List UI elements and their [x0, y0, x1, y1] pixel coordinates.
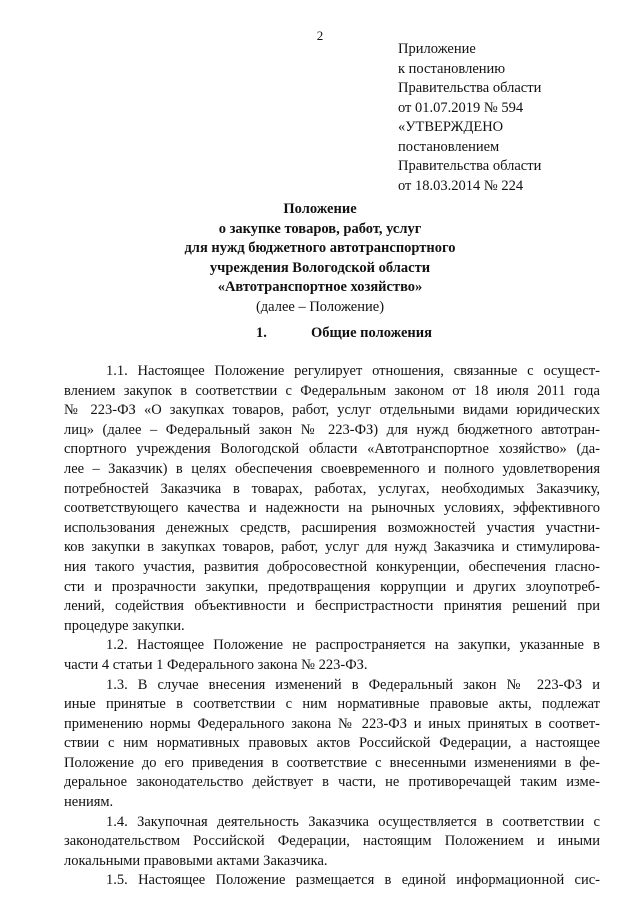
paragraph-line: лиц» (далее – Федеральный закон № 223-ФЗ) для нужд бюджетного автотран-: [64, 421, 600, 438]
paragraph-line: 1.2. Настоящее Положение не распространяется на закупки, указанные в: [106, 637, 600, 654]
paragraph-line: влением закупок в соответствии с Федеральным законом от 18 июля 2011 года: [64, 382, 600, 399]
section-number: 1.: [256, 325, 267, 341]
paragraph-line: части 4 статьи 1 Федерального закона № 223-ФЗ.: [64, 656, 368, 673]
document-title: [0, 200, 640, 317]
annex-line: Правительства области: [398, 158, 542, 174]
title-line: о закупке товаров, работ, услуг: [218, 220, 422, 237]
paragraph-line: 1.3. В случае внесения изменений в Федеральный закон № 223-ФЗ и: [106, 676, 600, 693]
title-line: «Автотранспортное хозяйство»: [217, 279, 423, 295]
paragraph-line: 1.1. Настоящее Положение регулирует отношения, связанные с осущест-: [106, 363, 600, 379]
paragraph-line: лее – Заказчик) в целях обеспечения своевременного и полного удовлетворения: [64, 460, 600, 477]
paragraph-line: лений, содействия объективности и беспристрастности принятия решений при: [64, 598, 600, 615]
annex-line: Правительства области: [398, 80, 542, 96]
paragraph-line: использования денежных средств, расширения возможностей участия участни-: [64, 519, 600, 536]
paragraph-line: нениям.: [64, 794, 114, 811]
paragraph-line: сти и прозрачности закупки, предотвращения коррупции и других злоупотреб-: [64, 578, 600, 595]
title-line: учреждения Вологодской области: [209, 259, 431, 276]
annex-line: от 18.03.2014 № 224: [398, 177, 524, 194]
annex-line: к постановлению: [398, 60, 506, 77]
title-line: для нужд бюджетного автотранспортного: [184, 240, 456, 256]
paragraph-line: 1.4. Закупочная деятельность Заказчика осуществляется в соответствии с: [106, 813, 600, 830]
paragraph-line: законодательством Российской Федерации, настоящим Положением и иными: [64, 833, 600, 850]
paragraph-line: процедуре закупки.: [64, 617, 185, 634]
page-number: 2: [316, 28, 324, 43]
body-text: [64, 362, 600, 891]
paragraph-line: спортного учреждения Вологодской области «Автотранспортное хозяйство» (да-: [64, 441, 600, 458]
annex-line: от 01.07.2019 № 594: [398, 99, 524, 116]
title-subtitle: (далее – Положение): [255, 298, 385, 315]
paragraph-line: 1.5. Настоящее Положение размещается в единой информационной сис-: [106, 872, 600, 889]
annex-line: постановлением: [398, 138, 500, 155]
section-heading: [256, 324, 516, 344]
paragraph-line: локальными правовыми актами Заказчика.: [64, 852, 328, 869]
paragraph-line: деральное законодательство действует в части, не противоречащей таким изме-: [64, 774, 600, 791]
section-title: Общие положения: [311, 325, 432, 341]
annex-line: «УТВЕРЖДЕНО: [398, 119, 504, 135]
annex-block: [398, 40, 634, 196]
paragraph-line: потребностей Заказчика в товарах, работах, услугах, необходимых Заказчику,: [64, 480, 600, 497]
title-line: Положение: [283, 201, 357, 217]
paragraph-line: ков закупки в закупках товаров, работ, услуг для нужд Заказчика и стимулирова-: [64, 539, 600, 556]
paragraph-line: применению нормы Федерального закона № 223-ФЗ и иных принятых в соответ-: [64, 715, 600, 732]
paragraph-line: ния такого участия, развития добросовестной конкуренции, обеспечения гласно-: [64, 558, 600, 575]
paragraph-line: ствии с ним нормативных правовых актов Российской Федерации, а настоящее: [64, 735, 600, 752]
annex-line: Приложение: [398, 41, 476, 57]
paragraph-line: соответствующего качества и надежности на рыночных условиях, эффективного: [64, 500, 600, 517]
paragraph-line: № 223-ФЗ «О закупках товаров, работ, услуг отдельными видами юридических: [64, 402, 600, 419]
paragraph-line: иные принятые в соответствии с ним нормативные правовые акты, подлежат: [64, 696, 600, 713]
paragraph-line: Положение до его приведения в соответствие с внесенными изменениями в фе-: [64, 754, 600, 771]
